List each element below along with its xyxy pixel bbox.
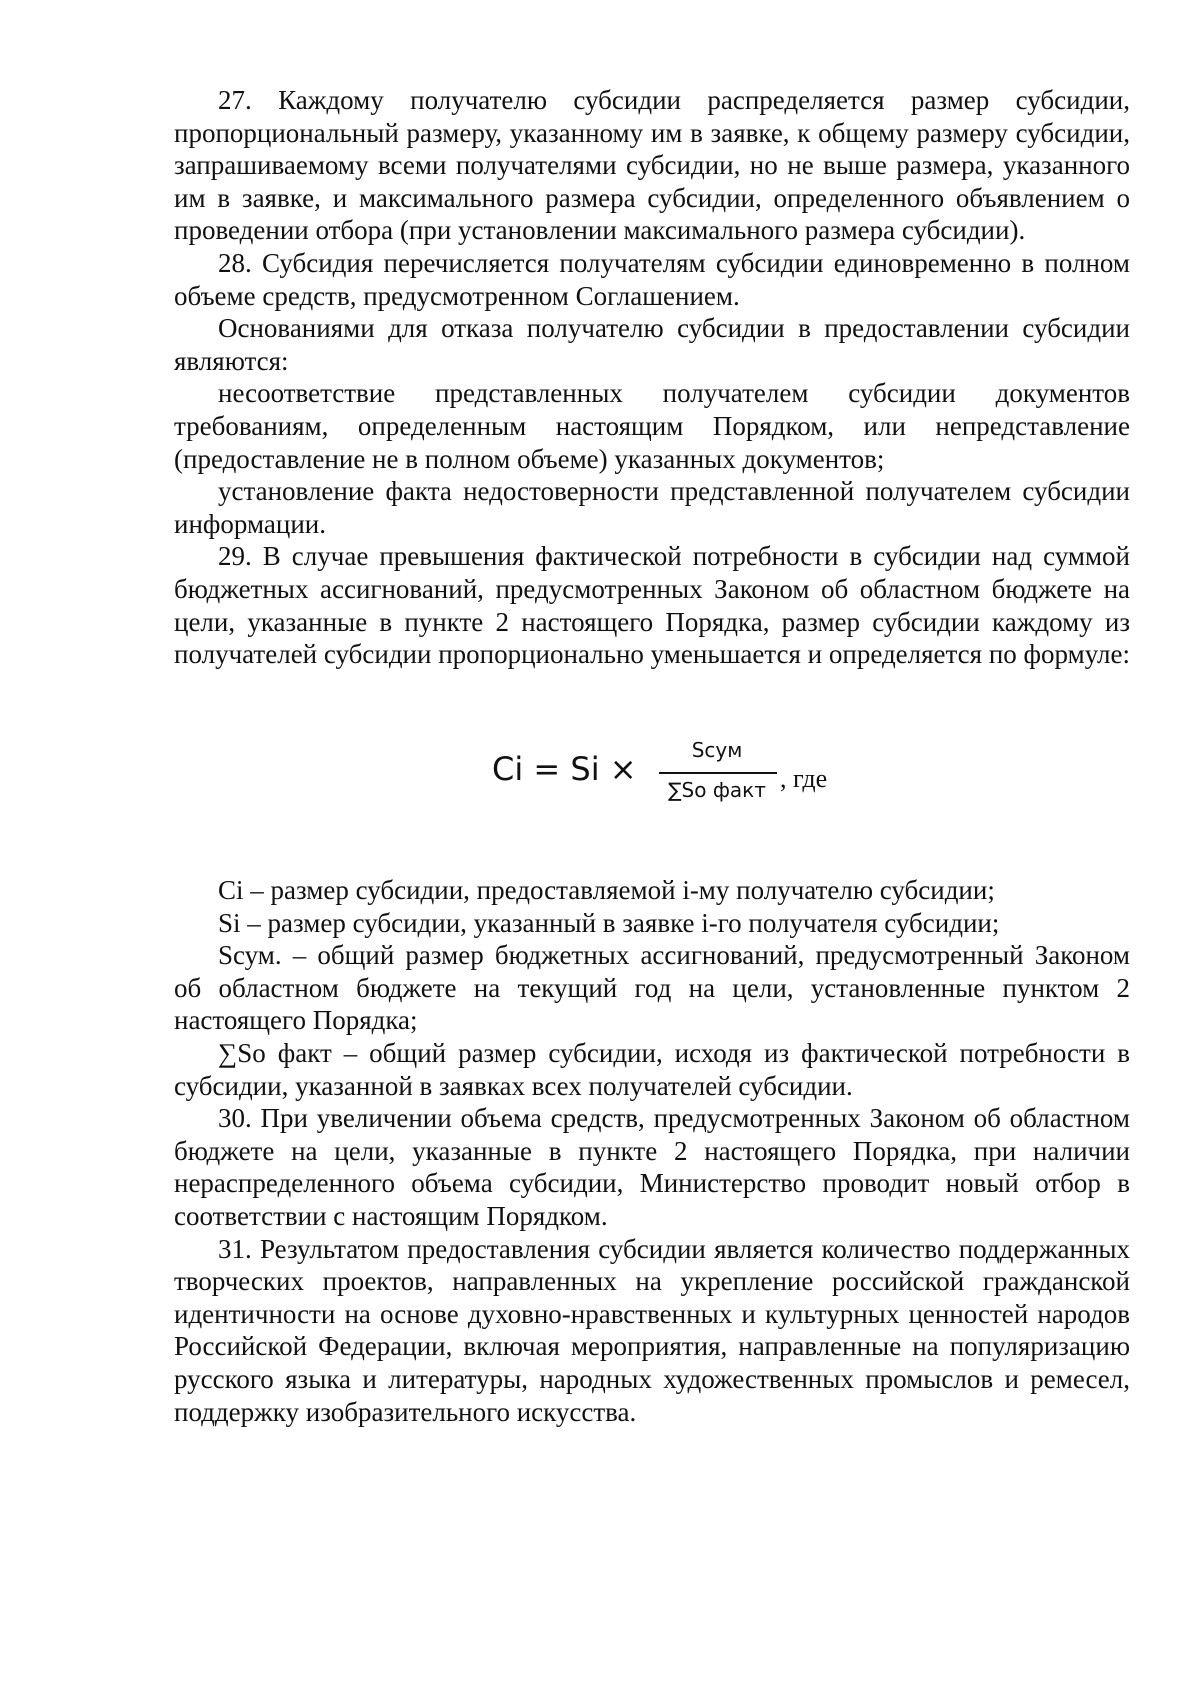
paragraph-refusal-item-2: установление факта недостоверности представленной получателем субсидии информации. bbox=[174, 476, 1130, 539]
definition-so-fact: ∑So факт – общий размер субсидии, исходя из фактической потребности в субсидии, указанной в заявках всех получателей субсидии. bbox=[174, 1037, 1130, 1101]
formula-fraction bbox=[655, 738, 779, 808]
formula-denominator: ∑So факт bbox=[668, 778, 766, 802]
definition-ssum: Sсум. – общий размер бюджетных ассигнований, предусмотренный Законом об областном бюджете на текущий год на цели, установленные пунктом 2 настоящего Порядка; bbox=[174, 940, 1130, 1036]
formula-suffix: , где bbox=[780, 764, 828, 793]
definition-ci: Ci – размер субсидии, предоставляемой i-му получателю субсидии; bbox=[218, 875, 995, 905]
text-block-bottom bbox=[174, 874, 1130, 1428]
paragraph-29: 29. В случае превышения фактической потребности в субсидии над суммой бюджетных ассигнований, предусмотренных Законом об областном бюджете на цели, указанные в пункте 2 настоящего Порядка, размер субсидии каждому из получателей субсидии пропорционально уменьшается и определяется по формуле: bbox=[174, 541, 1130, 670]
subsidy-formula bbox=[0, 738, 1200, 810]
formula-numerator: Sсум bbox=[691, 738, 743, 762]
text-block-top bbox=[174, 84, 1130, 671]
fraction-bar bbox=[659, 772, 777, 774]
paragraph-refusal-item-1: несоответствие представленных получателем субсидии документов требованиям, определенным настоящим Порядком, или непредставление (предоставление не в полном объеме) указанных документов; bbox=[174, 378, 1130, 474]
paragraph-27: 27. Каждому получателю субсидии распределяется размер субсидии, пропорциональный размеру, указанному им в заявке, к общему размеру субсидии, запрашиваемому всеми получателями субсидии, но не выше размера, указанного им в заявке, и максимального размера субсидии, определенного объявлением о проведении отбора (при установлении максимального размера субсидии). bbox=[174, 85, 1130, 246]
paragraph-refusal-grounds: Основаниями для отказа получателю субсидии в предоставлении субсидии являются: bbox=[174, 313, 1130, 376]
definition-si: Si – размер субсидии, указанный в заявке i-го получателя субсидии; bbox=[218, 907, 1000, 938]
paragraph-31: 31. Результатом предоставления субсидии является количество поддержанных творческих проектов, направленных на укрепление российской гражданской идентичности на основе духовно-нравственных и культурных ценностей народов Российской Федерации, включая мероприятия, направленные на популяризацию русского языка и литературы, народных художественных промыслов и ремесел, поддержку изобразительного искусства. bbox=[174, 1233, 1130, 1427]
formula-lhs: Ci = Si × bbox=[492, 750, 637, 788]
paragraph-30: 30. При увеличении объема средств, предусмотренных Законом об областном бюджете на цели, указанные в пункте 2 настоящего Порядка, при наличии нераспределенного объема субсидии, Министерство проводит новый отбор в соответствии с настоящим Порядком. bbox=[174, 1103, 1130, 1231]
paragraph-28: 28. Субсидия перечисляется получателям субсидии единовременно в полном объеме средств, предусмотренном Соглашением. bbox=[174, 247, 1130, 311]
